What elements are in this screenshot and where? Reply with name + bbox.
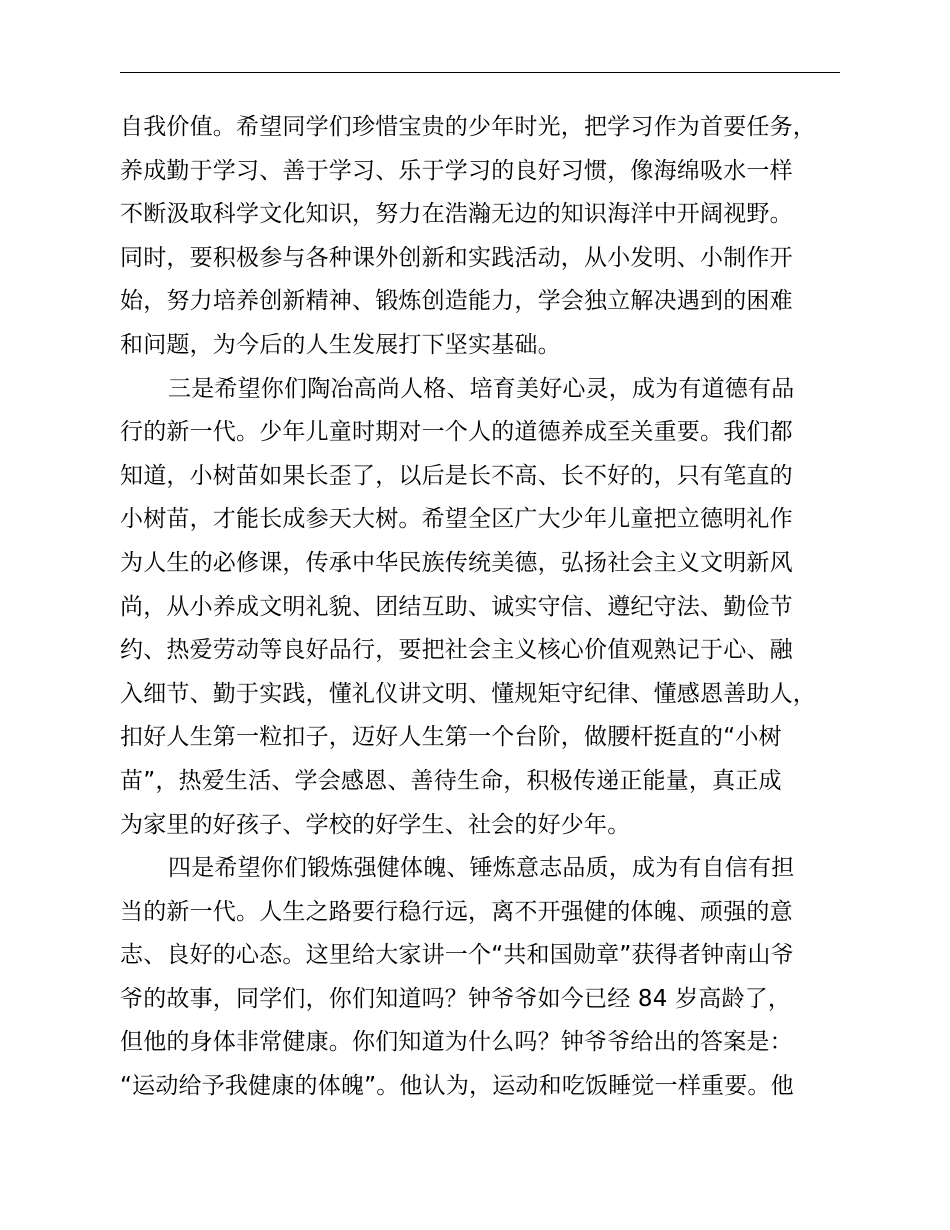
text-line: 始，努力培养创新精神、锻炼创造能力，学会独立解决遇到的困难 bbox=[120, 288, 793, 315]
text-line: 自我价值。希望同学们珍惜宝贵的少年时光，把学习作为首要任务， bbox=[120, 114, 816, 140]
text-line: 三是希望你们陶冶高尚人格、培育美好心灵，成为有道德有品 bbox=[168, 375, 795, 402]
header-rule bbox=[120, 72, 840, 73]
text-line: 尚，从小养成文明礼貌、团结互助、诚实守信、遵纪守法、勤俭节 bbox=[120, 593, 793, 620]
text-line: 小树苗，才能长成参天大树。希望全区广大少年儿童把立德明礼作 bbox=[120, 506, 793, 533]
text-line: 约、热爱劳动等良好品行，要把社会主义核心价值观熟记于心、融 bbox=[120, 637, 793, 664]
text-line: 知道，小树苗如果长歪了，以后是长不高、长不好的，只有笔直的 bbox=[120, 462, 793, 489]
body-text bbox=[120, 106, 860, 1109]
text-line: “运动给予我健康的体魄”。他认为，运动和吃饭睡觉一样重要。他 bbox=[120, 1073, 794, 1100]
text-line: 当的新一代。人生之路要行稳行远，离不开强健的体魄、顽强的意 bbox=[120, 898, 793, 925]
text-line: 扣好人生第一粒扣子，迈好人生第一个台阶，做腰杆挺直的“小树 bbox=[120, 724, 782, 751]
text-line: 四是希望你们锻炼强健体魄、锤炼意志品质，成为有自信有担 bbox=[168, 855, 795, 882]
text-line: 行的新一代。少年儿童时期对一个人的道德养成至关重要。我们都 bbox=[120, 419, 793, 446]
text-line: 爷的故事，同学们，你们知道吗？钟爷爷如今已经 84 岁高龄了， bbox=[120, 985, 792, 1012]
text-line: 志、良好的心态。这里给大家讲一个“共和国勋章”获得者钟南山爷 bbox=[120, 942, 794, 969]
text-line: 养成勤于学习、善于学习、乐于学习的良好习惯，像海绵吸水一样 bbox=[120, 157, 793, 184]
text-line: 和问题，为今后的人生发展打下坚实基础。 bbox=[120, 331, 561, 358]
text-line: 苗”，热爱生活、学会感恩、善待生命，积极传递正能量，真正成 bbox=[120, 767, 782, 794]
text-line: 但他的身体非常健康。你们知道为什么吗？钟爷爷给出的答案是： bbox=[120, 1029, 793, 1056]
text-line: 为人生的必修课，传承中华民族传统美德，弘扬社会主义文明新风 bbox=[120, 549, 793, 576]
text-line: 入细节、勤于实践，懂礼仪讲文明、懂规矩守纪律、懂感恩善助人， bbox=[120, 680, 816, 707]
text-line: 同时，要积极参与各种课外创新和实践活动，从小发明、小制作开 bbox=[120, 244, 793, 271]
text-line: 不断汲取科学文化知识，努力在浩瀚无边的知识海洋中开阔视野。 bbox=[120, 201, 793, 228]
text-line: 为家里的好孩子、学校的好学生、社会的好少年。 bbox=[120, 811, 631, 838]
